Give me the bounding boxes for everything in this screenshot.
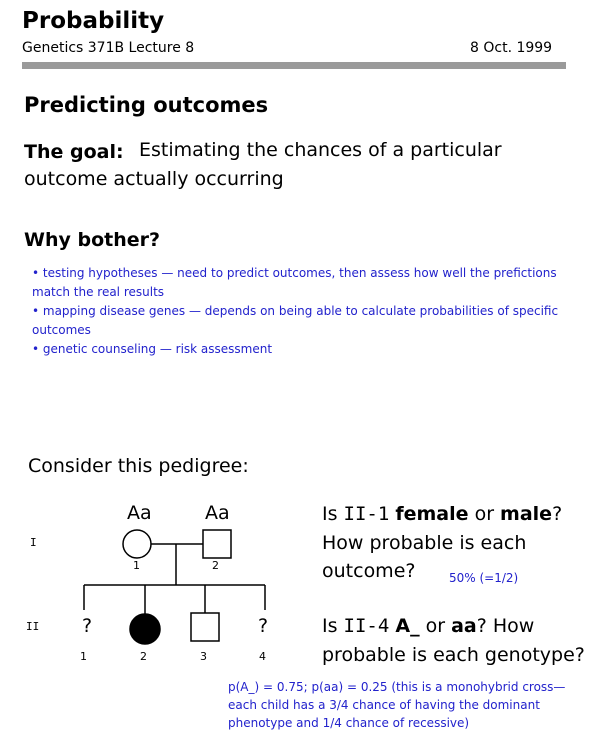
goal-text-line1: Estimating the chances of a particular — [139, 139, 502, 161]
why-heading: Why bother? — [24, 229, 161, 251]
slide-title: Probability — [22, 8, 165, 34]
unknown-sex-mark: ? — [258, 615, 269, 637]
why-bullet-list — [32, 264, 572, 359]
option-female: female — [395, 503, 469, 525]
affected-female-symbol — [130, 614, 160, 644]
generation-label-i: I — [30, 536, 37, 549]
individual-number: 3 — [200, 650, 207, 663]
question1-line1 — [322, 500, 562, 528]
bullet-item: • testing hypotheses — need to predict outcomes, then assess how well the prefictions match the real results — [32, 266, 557, 299]
option-dominant: A_ — [395, 615, 420, 637]
option-male: male — [500, 503, 553, 525]
section-heading: Predicting outcomes — [24, 93, 269, 117]
individual-number: 4 — [259, 650, 266, 663]
text: Is — [322, 615, 344, 637]
text: or — [468, 503, 501, 525]
individual-number: 2 — [140, 650, 147, 663]
option-recessive: aa — [451, 615, 477, 637]
course-label: Genetics 371B Lecture 8 — [22, 40, 195, 56]
text: Is — [322, 503, 344, 525]
individual-number: 2 — [212, 559, 219, 572]
question1-line3: outcome? — [322, 560, 416, 582]
genotype-label: Aa — [127, 502, 152, 524]
text: or — [419, 615, 452, 637]
question2-line1 — [322, 612, 534, 640]
genotype-label: Aa — [205, 502, 230, 524]
individual-id: II-1 — [343, 503, 390, 525]
pedigree-caption: Consider this pedigree: — [28, 455, 249, 477]
male-symbol — [191, 613, 219, 641]
goal-label: The goal: — [24, 141, 124, 163]
goal-text-line2: outcome actually occurring — [24, 168, 284, 190]
question1-answer: 50% (=1/2) — [449, 571, 519, 585]
bullet-item: • genetic counseling — risk assessment — [32, 342, 273, 356]
question1-line2: How probable is each — [322, 532, 527, 554]
header-divider — [22, 62, 566, 69]
text: ? How — [476, 615, 535, 637]
lecture-date: 8 Oct. 1999 — [470, 40, 553, 56]
individual-number: 1 — [133, 559, 140, 572]
male-symbol — [203, 530, 231, 558]
question2-line2: probable is each genotype? — [322, 644, 585, 666]
unknown-sex-mark: ? — [82, 615, 93, 637]
individual-number: 1 — [80, 650, 87, 663]
question2-answer: p(A_) = 0.75; p(aa) = 0.25 (this is a monohybrid cross—each child has a 3/4 chance of having the dominant phenotype and 1/4 chance of recessive) — [228, 680, 566, 730]
female-symbol — [123, 530, 151, 558]
individual-id: II-4 — [343, 615, 390, 637]
text: ? — [552, 503, 563, 525]
generation-label-ii: II — [26, 620, 40, 633]
bullet-item: • mapping disease genes — depends on being able to calculate probabilities of specific outcomes — [32, 304, 559, 337]
